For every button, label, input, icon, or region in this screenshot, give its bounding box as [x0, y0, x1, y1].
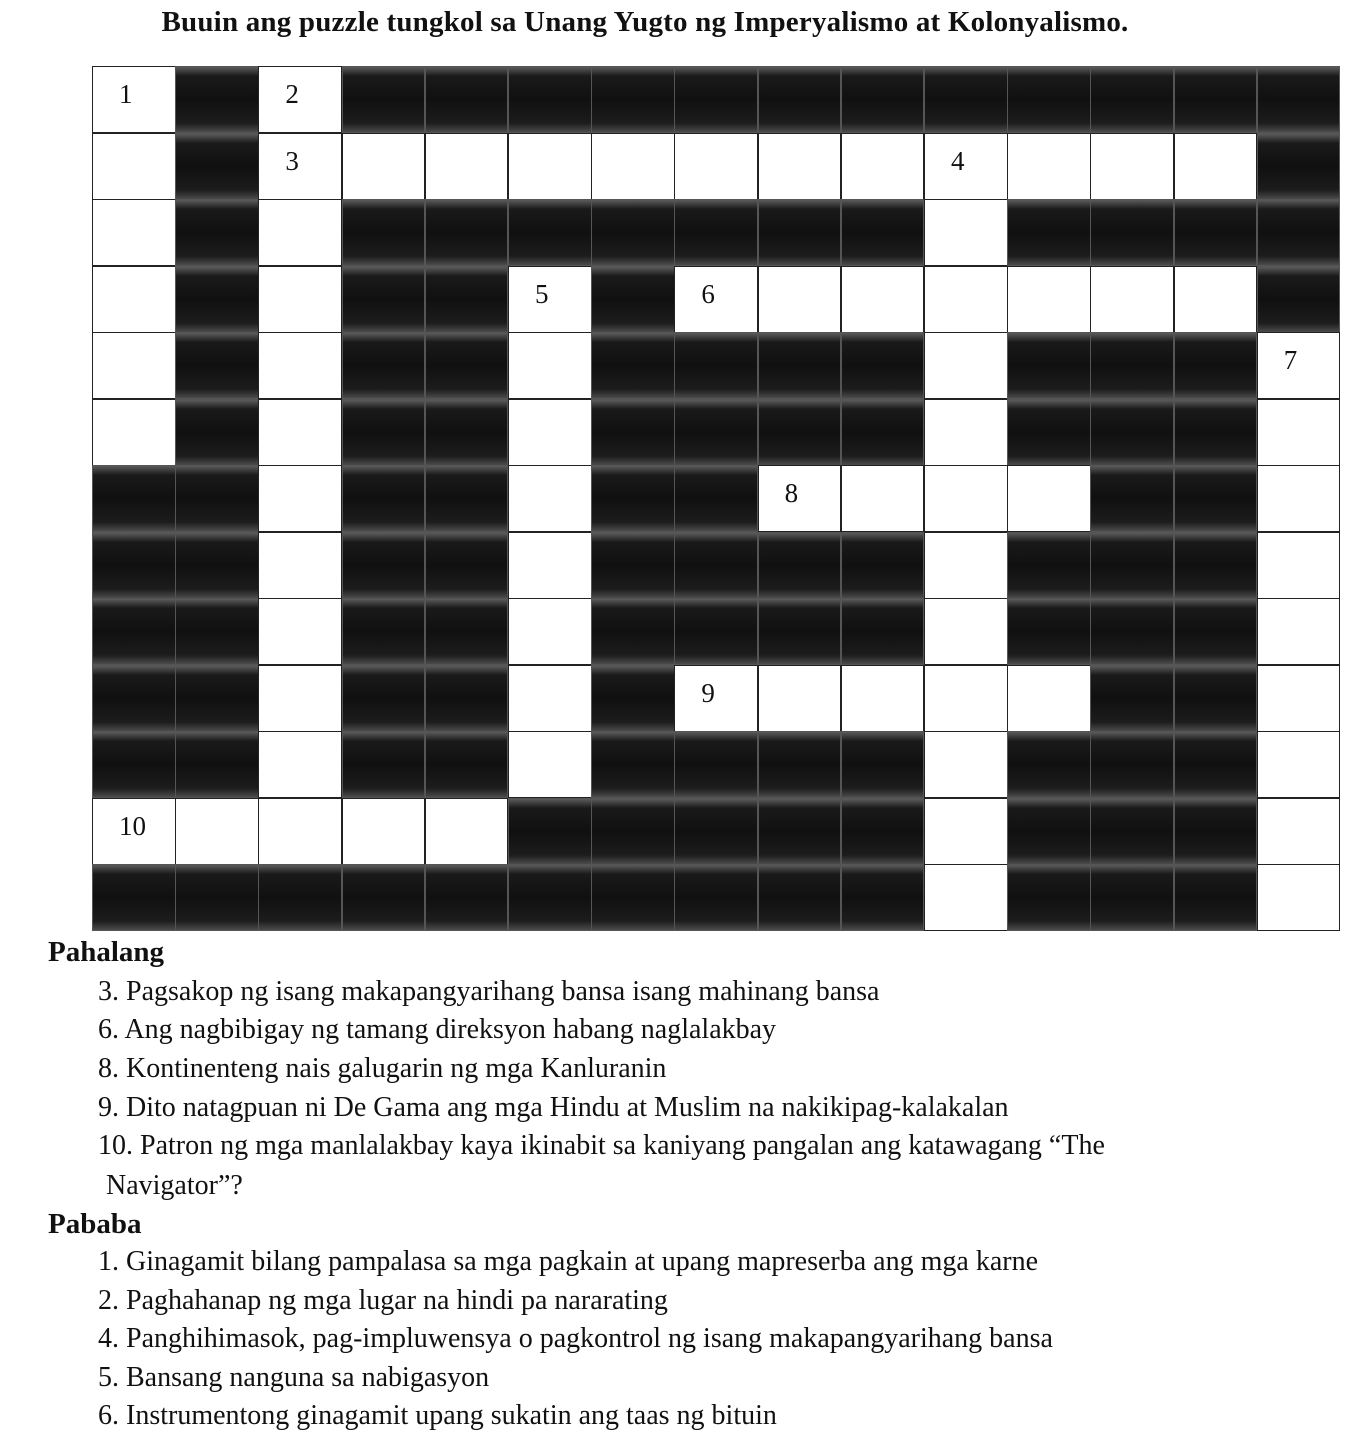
blocked-cell: [1090, 798, 1174, 865]
blocked-cell: [1090, 864, 1174, 931]
answer-cell[interactable]: [92, 266, 176, 333]
blocked-cell: [175, 199, 259, 266]
blocked-cell: [674, 532, 758, 599]
answer-cell[interactable]: [1257, 864, 1341, 931]
blocked-cell: [674, 332, 758, 399]
answer-cell[interactable]: [591, 133, 675, 200]
worksheet-title: Buuin ang puzzle tungkol sa Unang Yugto ng Imperyalismo at Kolonyalismo.: [161, 6, 1129, 38]
answer-cell[interactable]: [508, 598, 592, 665]
clue-number: 8: [784, 478, 799, 508]
blocked-cell: [674, 798, 758, 865]
blocked-cell: [342, 665, 426, 732]
down-clue: 6. Instrumentong ginagamit upang sukatin ang taas ng bituin: [98, 1400, 777, 1431]
blocked-cell: [425, 332, 509, 399]
down-clue: 4. Panghihimasok, pag-impluwensya o pagkontrol ng isang makapangyarihang bansa: [98, 1323, 1053, 1354]
blocked-cell: [1090, 665, 1174, 732]
blocked-cell: [1174, 465, 1258, 532]
answer-cell[interactable]: [258, 532, 342, 599]
down-clue: 1. Ginagamit bilang pampalasa sa mga pagkain at upang mapreserba ang mga karne: [98, 1246, 1038, 1277]
answer-cell[interactable]: [342, 798, 426, 865]
answer-cell[interactable]: [674, 133, 758, 200]
blocked-cell: [425, 731, 509, 798]
blocked-cell: [758, 332, 842, 399]
blocked-cell: [1174, 532, 1258, 599]
blocked-cell: [1007, 199, 1091, 266]
blocked-cell: [425, 532, 509, 599]
blocked-cell: [758, 399, 842, 466]
answer-cell[interactable]: [92, 399, 176, 466]
answer-cell[interactable]: [924, 465, 1008, 532]
blocked-cell: [92, 665, 176, 732]
blocked-cell: [758, 731, 842, 798]
blocked-cell: [342, 66, 426, 133]
blocked-cell: [841, 66, 925, 133]
answer-cell[interactable]: [258, 731, 342, 798]
answer-cell[interactable]: [258, 332, 342, 399]
blocked-cell: [425, 266, 509, 333]
answer-cell[interactable]: [758, 665, 842, 732]
answer-cell[interactable]: [924, 731, 1008, 798]
answer-cell[interactable]: [92, 332, 176, 399]
blocked-cell: [508, 798, 592, 865]
answer-cell[interactable]: [924, 532, 1008, 599]
blocked-cell: [1007, 399, 1091, 466]
down-clue: 2. Paghahanap ng mga lugar na hindi pa nararating: [98, 1285, 668, 1316]
clue-number: 3: [285, 145, 299, 176]
blocked-cell: [841, 731, 925, 798]
answer-cell[interactable]: [508, 399, 592, 466]
blocked-cell: [342, 399, 426, 466]
blocked-cell: [674, 731, 758, 798]
answer-cell[interactable]: [674, 665, 758, 732]
blocked-cell: [591, 798, 675, 865]
blocked-cell: [591, 465, 675, 532]
answer-cell[interactable]: [508, 133, 592, 200]
blocked-cell: [1090, 199, 1174, 266]
blocked-cell: [841, 532, 925, 599]
answer-cell[interactable]: [342, 133, 426, 200]
blocked-cell: [342, 199, 426, 266]
blocked-cell: [1007, 66, 1091, 133]
answer-cell[interactable]: [258, 399, 342, 466]
blocked-cell: [1090, 465, 1174, 532]
blocked-cell: [342, 731, 426, 798]
blocked-cell: [175, 399, 259, 466]
answer-cell[interactable]: [1090, 266, 1174, 333]
blocked-cell: [175, 598, 259, 665]
clue-number: 7: [1283, 345, 1298, 375]
across-clue-continuation: Navigator”?: [106, 1170, 243, 1201]
blocked-cell: [342, 332, 426, 399]
clue-number: 10: [119, 810, 146, 841]
clue-number: 5: [535, 278, 549, 309]
blocked-cell: [1174, 864, 1258, 931]
answer-cell[interactable]: [508, 731, 592, 798]
blocked-cell: [1174, 731, 1258, 798]
blocked-cell: [1174, 798, 1258, 865]
blocked-cell: [1007, 332, 1091, 399]
answer-cell[interactable]: [425, 133, 509, 200]
answer-cell[interactable]: [924, 665, 1008, 732]
blocked-cell: [674, 864, 758, 931]
answer-cell[interactable]: [258, 266, 342, 333]
answer-cell[interactable]: [1007, 133, 1091, 200]
answer-cell[interactable]: [1257, 465, 1341, 532]
blocked-cell: [1007, 598, 1091, 665]
blocked-cell: [175, 332, 259, 399]
blocked-cell: [425, 199, 509, 266]
blocked-cell: [508, 864, 592, 931]
answer-cell[interactable]: [1007, 465, 1091, 532]
blocked-cell: [92, 465, 176, 532]
blocked-cell: [1007, 532, 1091, 599]
answer-cell[interactable]: [924, 798, 1008, 865]
down-heading: Pababa: [48, 1208, 142, 1240]
answer-cell[interactable]: [924, 332, 1008, 399]
across-clue: 10. Patron ng mga manlalakbay kaya ikinabit sa kaniyang pangalan ang katawagang “The: [98, 1130, 1105, 1161]
answer-cell[interactable]: [1174, 266, 1258, 333]
blocked-cell: [1007, 864, 1091, 931]
blocked-cell: [175, 665, 259, 732]
answer-cell[interactable]: [1174, 133, 1258, 200]
answer-cell[interactable]: [508, 266, 592, 333]
blocked-cell: [1257, 199, 1341, 266]
answer-cell[interactable]: [758, 133, 842, 200]
blocked-cell: [1090, 598, 1174, 665]
answer-cell[interactable]: [1007, 266, 1091, 333]
blocked-cell: [591, 665, 675, 732]
clue-number: 1: [119, 79, 133, 109]
blocked-cell: [1007, 798, 1091, 865]
blocked-cell: [591, 66, 675, 133]
answer-cell[interactable]: [1257, 332, 1341, 399]
answer-cell[interactable]: [258, 465, 342, 532]
answer-cell[interactable]: [258, 598, 342, 665]
blocked-cell: [1174, 199, 1258, 266]
blocked-cell: [841, 399, 925, 466]
answer-cell[interactable]: [924, 598, 1008, 665]
blocked-cell: [1174, 66, 1258, 133]
blocked-cell: [591, 731, 675, 798]
blocked-cell: [92, 598, 176, 665]
answer-cell[interactable]: [841, 665, 925, 732]
blocked-cell: [924, 66, 1008, 133]
blocked-cell: [1257, 266, 1341, 333]
across-heading: Pahalang: [48, 936, 165, 968]
blocked-cell: [1174, 399, 1258, 466]
answer-cell[interactable]: [508, 332, 592, 399]
blocked-cell: [175, 66, 259, 133]
answer-cell[interactable]: [1257, 598, 1341, 665]
blocked-cell: [425, 465, 509, 532]
answer-cell[interactable]: [758, 266, 842, 333]
blocked-cell: [591, 864, 675, 931]
blocked-cell: [425, 864, 509, 931]
blocked-cell: [175, 266, 259, 333]
crossword-grid: [92, 66, 1340, 930]
blocked-cell: [591, 399, 675, 466]
clue-number: 9: [701, 677, 715, 708]
blocked-cell: [674, 399, 758, 466]
answer-cell[interactable]: [924, 133, 1008, 200]
answer-cell[interactable]: [674, 266, 758, 333]
blocked-cell: [342, 266, 426, 333]
answer-cell[interactable]: [1257, 532, 1341, 599]
answer-cell[interactable]: [258, 133, 342, 200]
blocked-cell: [591, 199, 675, 266]
answer-cell[interactable]: [258, 66, 342, 133]
blocked-cell: [508, 199, 592, 266]
blocked-cell: [841, 332, 925, 399]
blocked-cell: [175, 731, 259, 798]
blocked-cell: [758, 66, 842, 133]
blocked-cell: [92, 532, 176, 599]
blocked-cell: [425, 665, 509, 732]
blocked-cell: [92, 731, 176, 798]
blocked-cell: [425, 66, 509, 133]
blocked-cell: [175, 133, 259, 200]
answer-cell[interactable]: [1090, 133, 1174, 200]
blocked-cell: [674, 598, 758, 665]
blocked-cell: [342, 598, 426, 665]
blocked-cell: [258, 864, 342, 931]
answer-cell[interactable]: [758, 465, 842, 532]
across-clue: 9. Dito natagpuan ni De Gama ang mga Hindu at Muslim na nakikipag-kalakalan: [98, 1092, 1009, 1123]
answer-cell[interactable]: [258, 199, 342, 266]
answer-cell[interactable]: [508, 465, 592, 532]
answer-cell[interactable]: [1257, 665, 1341, 732]
answer-cell[interactable]: [92, 133, 176, 200]
blocked-cell: [425, 598, 509, 665]
blocked-cell: [175, 532, 259, 599]
answer-cell[interactable]: [175, 798, 259, 865]
blocked-cell: [841, 598, 925, 665]
blocked-cell: [674, 199, 758, 266]
answer-cell[interactable]: [924, 864, 1008, 931]
answer-cell[interactable]: [508, 665, 592, 732]
answer-cell[interactable]: [92, 199, 176, 266]
blocked-cell: [841, 199, 925, 266]
blocked-cell: [758, 532, 842, 599]
clue-number: 4: [951, 145, 965, 176]
blocked-cell: [342, 864, 426, 931]
answer-cell[interactable]: [924, 199, 1008, 266]
answer-cell[interactable]: [508, 532, 592, 599]
blocked-cell: [1174, 598, 1258, 665]
blocked-cell: [1007, 731, 1091, 798]
answer-cell[interactable]: [924, 266, 1008, 333]
answer-cell[interactable]: [1007, 665, 1091, 732]
blocked-cell: [591, 532, 675, 599]
down-clue: 5. Bansang nanguna sa nabigasyon: [98, 1362, 490, 1393]
answer-cell[interactable]: [841, 133, 925, 200]
answer-cell[interactable]: [258, 798, 342, 865]
answer-cell[interactable]: [425, 798, 509, 865]
clue-number: 2: [285, 79, 299, 109]
blocked-cell: [1174, 665, 1258, 732]
blocked-cell: [591, 266, 675, 333]
answer-cell[interactable]: [92, 66, 176, 133]
blocked-cell: [92, 864, 176, 931]
blocked-cell: [1174, 332, 1258, 399]
blocked-cell: [1090, 332, 1174, 399]
answer-cell[interactable]: [1257, 399, 1341, 466]
blocked-cell: [1257, 66, 1341, 133]
blocked-cell: [758, 798, 842, 865]
blocked-cell: [342, 465, 426, 532]
blocked-cell: [1090, 399, 1174, 466]
blocked-cell: [591, 332, 675, 399]
clue-number: 6: [701, 278, 715, 309]
blocked-cell: [342, 532, 426, 599]
blocked-cell: [1257, 133, 1341, 200]
answer-cell[interactable]: [841, 266, 925, 333]
answer-cell[interactable]: [1257, 731, 1341, 798]
across-clue: 6. Ang nagbibigay ng tamang direksyon habang naglalakbay: [98, 1014, 777, 1045]
blocked-cell: [1090, 731, 1174, 798]
blocked-cell: [508, 66, 592, 133]
blocked-cell: [1090, 532, 1174, 599]
answer-cell[interactable]: [92, 798, 176, 865]
blocked-cell: [674, 465, 758, 532]
blocked-cell: [591, 598, 675, 665]
blocked-cell: [175, 465, 259, 532]
blocked-cell: [841, 798, 925, 865]
blocked-cell: [758, 598, 842, 665]
blocked-cell: [425, 399, 509, 466]
across-clue: 3. Pagsakop ng isang makapangyarihang bansa isang mahinang bansa: [98, 976, 880, 1007]
blocked-cell: [175, 864, 259, 931]
answer-cell[interactable]: [258, 665, 342, 732]
blocked-cell: [758, 864, 842, 931]
answer-cell[interactable]: [924, 399, 1008, 466]
blocked-cell: [674, 66, 758, 133]
answer-cell[interactable]: [841, 465, 925, 532]
blocked-cell: [841, 864, 925, 931]
across-clue: 8. Kontinenteng nais galugarin ng mga Kanluranin: [98, 1053, 667, 1084]
blocked-cell: [758, 199, 842, 266]
answer-cell[interactable]: [1257, 798, 1341, 865]
blocked-cell: [1090, 66, 1174, 133]
